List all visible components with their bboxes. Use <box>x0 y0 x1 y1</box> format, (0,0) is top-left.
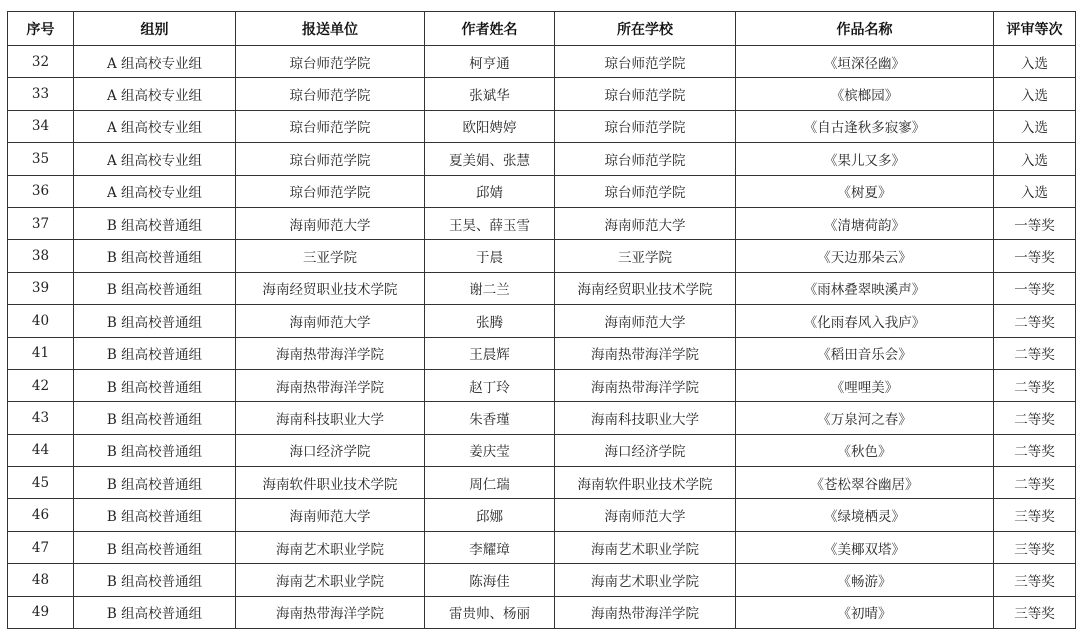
cell-index: 42 <box>8 369 74 401</box>
table-row <box>8 272 1076 304</box>
cell-work-title: 《畅游》 <box>736 564 994 596</box>
cell-index: 40 <box>8 305 74 337</box>
table-row <box>8 240 1076 272</box>
cell-author: 雷贵帅、杨丽 <box>425 596 555 628</box>
cell-work-title: 《稻田音乐会》 <box>736 337 994 369</box>
cell-submitting-unit: 海南艺术职业学院 <box>236 564 425 596</box>
header-work-title: 作品名称 <box>736 12 994 46</box>
cell-school: 海南热带海洋学院 <box>555 337 736 369</box>
cell-author: 欧阳娉婷 <box>425 110 555 142</box>
cell-group: A 组高校专业组 <box>74 110 236 142</box>
results-table <box>7 11 1076 629</box>
cell-work-title: 《清塘荷韵》 <box>736 207 994 239</box>
cell-school: 海南经贸职业技术学院 <box>555 272 736 304</box>
header-submitting-unit: 报送单位 <box>236 12 425 46</box>
cell-school: 琼台师范学院 <box>555 78 736 110</box>
cell-award-level: 入选 <box>994 143 1076 175</box>
cell-submitting-unit: 琼台师范学院 <box>236 110 425 142</box>
cell-author: 王晨辉 <box>425 337 555 369</box>
cell-submitting-unit: 琼台师范学院 <box>236 78 425 110</box>
cell-school: 海南艺术职业学院 <box>555 531 736 563</box>
cell-index: 38 <box>8 240 74 272</box>
table-row <box>8 467 1076 499</box>
cell-award-level: 二等奖 <box>994 402 1076 434</box>
cell-award-level: 入选 <box>994 78 1076 110</box>
cell-group: B 组高校普通组 <box>74 337 236 369</box>
cell-group: B 组高校普通组 <box>74 272 236 304</box>
cell-group: B 组高校普通组 <box>74 564 236 596</box>
cell-index: 47 <box>8 531 74 563</box>
cell-work-title: 《哩哩美》 <box>736 369 994 401</box>
cell-group: A 组高校专业组 <box>74 78 236 110</box>
cell-work-title: 《雨林叠翠映溪声》 <box>736 272 994 304</box>
cell-award-level: 二等奖 <box>994 369 1076 401</box>
cell-group: A 组高校专业组 <box>74 143 236 175</box>
cell-work-title: 《化雨春风入我庐》 <box>736 305 994 337</box>
table-row <box>8 337 1076 369</box>
table-body <box>8 46 1076 629</box>
cell-index: 41 <box>8 337 74 369</box>
cell-group: B 组高校普通组 <box>74 434 236 466</box>
cell-work-title: 《天边那朵云》 <box>736 240 994 272</box>
header-school: 所在学校 <box>555 12 736 46</box>
header-row <box>8 12 1076 46</box>
cell-index: 48 <box>8 564 74 596</box>
cell-group: B 组高校普通组 <box>74 369 236 401</box>
cell-school: 三亚学院 <box>555 240 736 272</box>
cell-school: 琼台师范学院 <box>555 46 736 78</box>
table-row <box>8 175 1076 207</box>
cell-author: 邱婧 <box>425 175 555 207</box>
table-row <box>8 402 1076 434</box>
cell-author: 张斌华 <box>425 78 555 110</box>
cell-author: 张腾 <box>425 305 555 337</box>
cell-school: 海南热带海洋学院 <box>555 596 736 628</box>
cell-submitting-unit: 琼台师范学院 <box>236 46 425 78</box>
cell-award-level: 一等奖 <box>994 207 1076 239</box>
table-row <box>8 305 1076 337</box>
cell-submitting-unit: 海南师范大学 <box>236 499 425 531</box>
cell-work-title: 《秋色》 <box>736 434 994 466</box>
cell-submitting-unit: 海南热带海洋学院 <box>236 369 425 401</box>
cell-work-title: 《万泉河之春》 <box>736 402 994 434</box>
cell-work-title: 《苍松翠谷幽居》 <box>736 467 994 499</box>
cell-author: 于晨 <box>425 240 555 272</box>
cell-work-title: 《垣深径幽》 <box>736 46 994 78</box>
cell-school: 海南师范大学 <box>555 499 736 531</box>
cell-school: 海南师范大学 <box>555 207 736 239</box>
cell-author: 谢二兰 <box>425 272 555 304</box>
cell-index: 32 <box>8 46 74 78</box>
cell-group: B 组高校普通组 <box>74 240 236 272</box>
header-author: 作者姓名 <box>425 12 555 46</box>
cell-group: B 组高校普通组 <box>74 499 236 531</box>
header-group: 组别 <box>74 12 236 46</box>
cell-award-level: 二等奖 <box>994 305 1076 337</box>
cell-school: 海南科技职业大学 <box>555 402 736 434</box>
cell-group: B 组高校普通组 <box>74 402 236 434</box>
cell-work-title: 《树夏》 <box>736 175 994 207</box>
cell-group: A 组高校专业组 <box>74 46 236 78</box>
table-row <box>8 596 1076 628</box>
cell-submitting-unit: 三亚学院 <box>236 240 425 272</box>
cell-submitting-unit: 琼台师范学院 <box>236 175 425 207</box>
cell-award-level: 入选 <box>994 46 1076 78</box>
table-row <box>8 207 1076 239</box>
cell-index: 35 <box>8 143 74 175</box>
cell-submitting-unit: 海南师范大学 <box>236 305 425 337</box>
cell-award-level: 三等奖 <box>994 531 1076 563</box>
cell-group: B 组高校普通组 <box>74 531 236 563</box>
cell-author: 周仁瑞 <box>425 467 555 499</box>
table-row <box>8 46 1076 78</box>
cell-submitting-unit: 海南经贸职业技术学院 <box>236 272 425 304</box>
cell-author: 王昊、薛玉雪 <box>425 207 555 239</box>
cell-submitting-unit: 海南科技职业大学 <box>236 402 425 434</box>
cell-group: B 组高校普通组 <box>74 467 236 499</box>
cell-group: A 组高校专业组 <box>74 175 236 207</box>
table-row <box>8 78 1076 110</box>
cell-work-title: 《自古逢秋多寂寥》 <box>736 110 994 142</box>
table-header <box>8 12 1076 46</box>
cell-award-level: 入选 <box>994 175 1076 207</box>
cell-index: 34 <box>8 110 74 142</box>
cell-school: 海南师范大学 <box>555 305 736 337</box>
table-row <box>8 531 1076 563</box>
cell-group: B 组高校普通组 <box>74 596 236 628</box>
cell-award-level: 三等奖 <box>994 596 1076 628</box>
cell-submitting-unit: 琼台师范学院 <box>236 143 425 175</box>
cell-submitting-unit: 海南艺术职业学院 <box>236 531 425 563</box>
cell-work-title: 《果儿又多》 <box>736 143 994 175</box>
cell-school: 海南热带海洋学院 <box>555 369 736 401</box>
cell-work-title: 《槟榔园》 <box>736 78 994 110</box>
cell-group: B 组高校普通组 <box>74 305 236 337</box>
cell-author: 夏美娟、张慧 <box>425 143 555 175</box>
table-row <box>8 369 1076 401</box>
cell-author: 柯亨通 <box>425 46 555 78</box>
cell-award-level: 三等奖 <box>994 564 1076 596</box>
cell-award-level: 二等奖 <box>994 467 1076 499</box>
cell-work-title: 《美椰双塔》 <box>736 531 994 563</box>
cell-school: 海南软件职业技术学院 <box>555 467 736 499</box>
cell-submitting-unit: 海南热带海洋学院 <box>236 596 425 628</box>
cell-author: 朱香瑾 <box>425 402 555 434</box>
cell-submitting-unit: 海口经济学院 <box>236 434 425 466</box>
cell-index: 43 <box>8 402 74 434</box>
results-table-container <box>7 11 1076 629</box>
cell-author: 李耀璋 <box>425 531 555 563</box>
cell-author: 赵丁玲 <box>425 369 555 401</box>
cell-index: 46 <box>8 499 74 531</box>
cell-group: B 组高校普通组 <box>74 207 236 239</box>
cell-index: 37 <box>8 207 74 239</box>
header-index: 序号 <box>8 12 74 46</box>
cell-award-level: 二等奖 <box>994 337 1076 369</box>
cell-index: 33 <box>8 78 74 110</box>
cell-author: 陈海佳 <box>425 564 555 596</box>
cell-school: 琼台师范学院 <box>555 110 736 142</box>
cell-award-level: 三等奖 <box>994 499 1076 531</box>
table-row <box>8 564 1076 596</box>
cell-award-level: 入选 <box>994 110 1076 142</box>
cell-index: 45 <box>8 467 74 499</box>
table-row <box>8 499 1076 531</box>
cell-author: 邱娜 <box>425 499 555 531</box>
cell-school: 海口经济学院 <box>555 434 736 466</box>
cell-work-title: 《初晴》 <box>736 596 994 628</box>
header-award-level: 评审等次 <box>994 12 1076 46</box>
cell-school: 琼台师范学院 <box>555 175 736 207</box>
cell-author: 姜庆莹 <box>425 434 555 466</box>
cell-index: 44 <box>8 434 74 466</box>
cell-submitting-unit: 海南热带海洋学院 <box>236 337 425 369</box>
table-row <box>8 434 1076 466</box>
cell-award-level: 一等奖 <box>994 240 1076 272</box>
cell-index: 36 <box>8 175 74 207</box>
table-row <box>8 110 1076 142</box>
table-row <box>8 143 1076 175</box>
cell-award-level: 一等奖 <box>994 272 1076 304</box>
cell-index: 49 <box>8 596 74 628</box>
cell-school: 琼台师范学院 <box>555 143 736 175</box>
cell-submitting-unit: 海南软件职业技术学院 <box>236 467 425 499</box>
cell-index: 39 <box>8 272 74 304</box>
cell-submitting-unit: 海南师范大学 <box>236 207 425 239</box>
cell-work-title: 《绿境栖灵》 <box>736 499 994 531</box>
cell-school: 海南艺术职业学院 <box>555 564 736 596</box>
cell-award-level: 二等奖 <box>994 434 1076 466</box>
